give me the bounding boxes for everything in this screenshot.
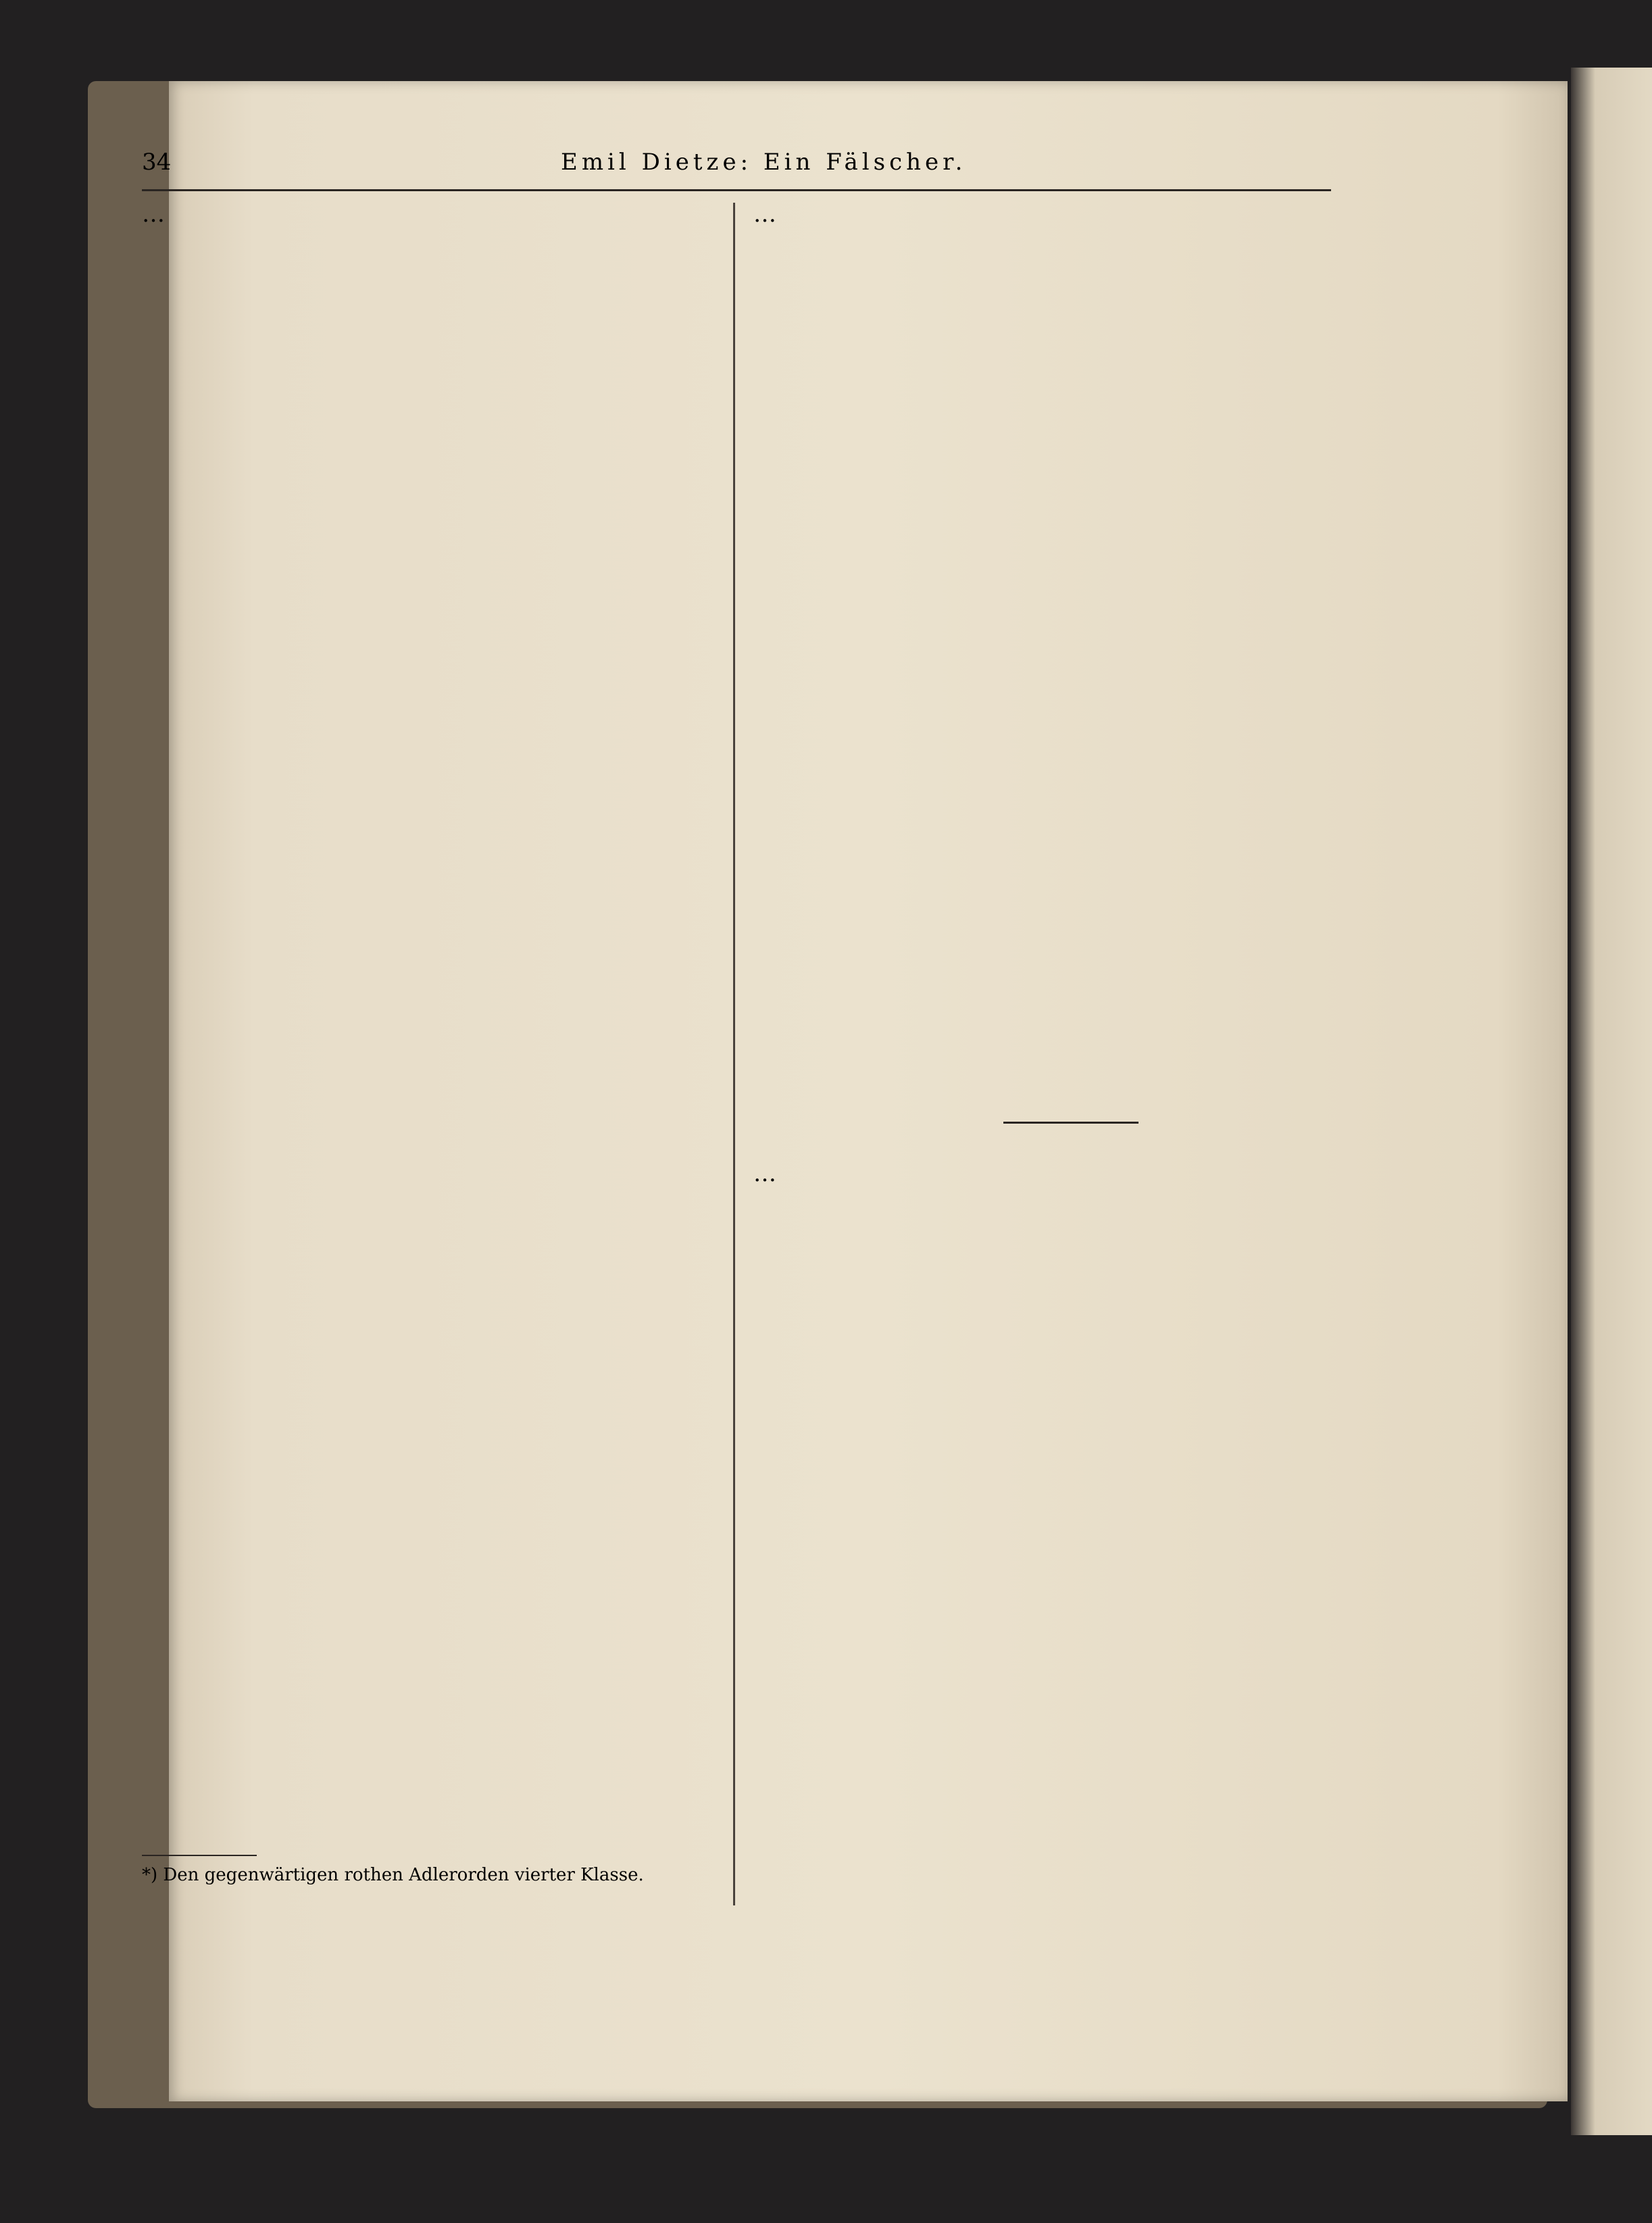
left-column [142, 199, 716, 229]
left-paragraph: … [142, 201, 165, 228]
next-page-edge [1571, 68, 1652, 2135]
right-column-section-2 [753, 1159, 1341, 1189]
section-divider [1003, 1122, 1138, 1124]
running-head-title: Emil Dietze: Ein Fälscher. [561, 149, 967, 176]
column-divider [733, 203, 735, 1905]
right-paragraph: … [753, 201, 776, 228]
footnote-rule [142, 1855, 257, 1856]
running-head [142, 149, 1331, 191]
page-number: 34 [142, 149, 172, 176]
right-column [753, 199, 1341, 229]
footnote: *) Den gegenwärtigen rothen Adlerorden vierter Klasse. [142, 1865, 644, 1885]
book-page [169, 81, 1568, 2101]
right-paragraph: … [753, 1160, 776, 1187]
